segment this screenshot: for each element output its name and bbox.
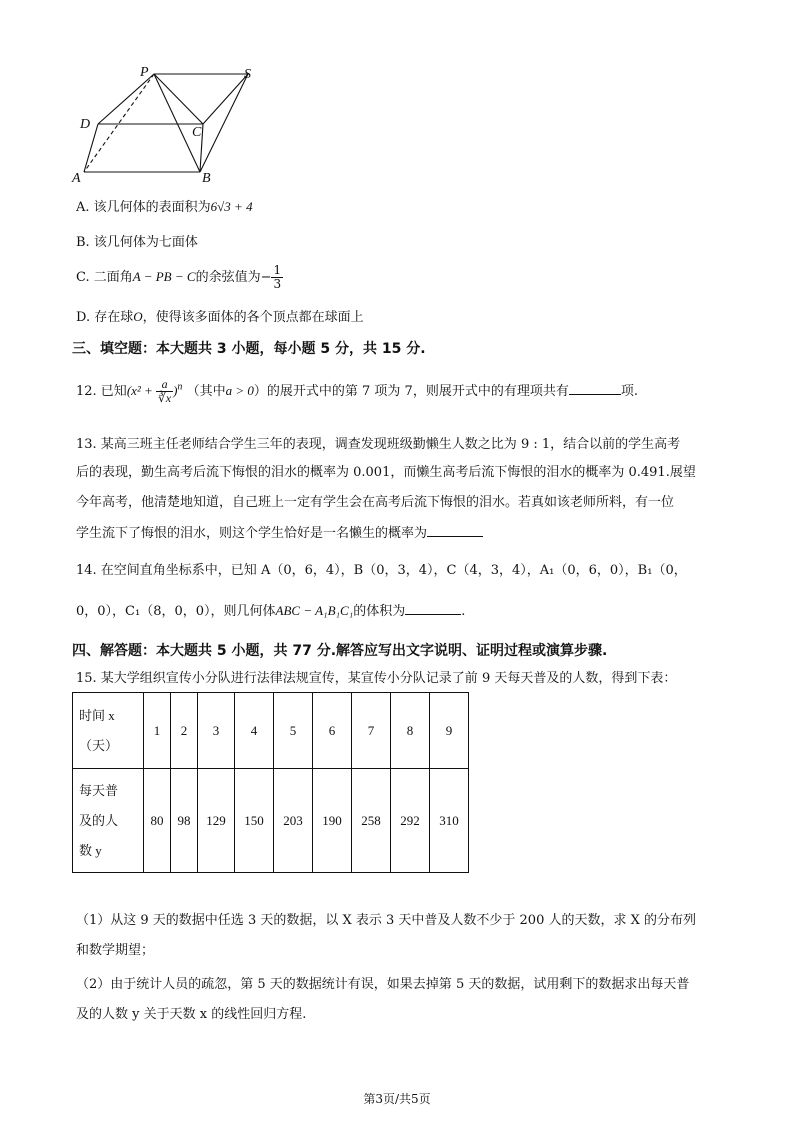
edge-pb	[154, 74, 200, 172]
q12-exponent: n	[177, 381, 183, 393]
table-row	[73, 769, 469, 873]
edge-pa-hidden	[84, 74, 154, 172]
option-d	[76, 308, 364, 327]
q12-cond-close: ）	[253, 384, 267, 399]
q12-condition: a > 0	[225, 383, 254, 398]
day-cell: 7	[352, 693, 391, 769]
question-12	[76, 378, 638, 405]
q15-data-table	[72, 692, 469, 873]
count-header-line-1: 每天普	[79, 782, 119, 798]
q15-part-1-line-1: （1）从这 9 天的数据中任选 3 天的数据，以 X 表示 3 天中普及人数不少于 200 人的天数，求 X 的分布列	[76, 913, 696, 928]
label-b: B	[202, 171, 211, 186]
q12-cond-open: （其中	[186, 384, 226, 399]
q12-number: 12. 已知	[76, 384, 127, 399]
option-c	[76, 264, 283, 291]
label-a: A	[72, 171, 81, 186]
count-header-line-2: 及的人	[79, 812, 119, 828]
count-cell: 190	[313, 769, 352, 873]
count-cell: 292	[391, 769, 430, 873]
option-c-prefix: C. 二面角	[76, 270, 133, 285]
label-s: S	[244, 67, 251, 82]
polyhedron-figure	[60, 60, 280, 190]
option-c-num: 1	[273, 263, 282, 277]
day-cell: 4	[235, 693, 274, 769]
q15-part-2-line-2: 及的人数 y 关于天数 x 的线性回归方程.	[76, 1007, 307, 1022]
option-c-fraction	[271, 264, 283, 291]
q12-fraction	[156, 378, 173, 405]
edge-sb	[200, 74, 248, 172]
option-d-prefix: D. 存在球	[76, 310, 134, 325]
count-header-line-3: 数 y	[79, 842, 102, 858]
q14-line-2-pre: 0，0），C₁（8，0，0），则几何体	[76, 604, 276, 619]
label-c: C	[192, 125, 202, 140]
q13-line-4	[76, 524, 483, 543]
label-d: D	[80, 117, 91, 132]
q12-expr-open: (x² +	[126, 383, 157, 398]
label-p: P	[140, 65, 149, 80]
count-cell: 310	[430, 769, 469, 873]
count-cell: 80	[144, 769, 171, 873]
q13-line-3: 今年高考，他清楚地知道，自己班上一定有学生会在高考后流下悔恨的泪水。若真如该老师所料，有一位	[76, 495, 675, 510]
count-cell: 150	[235, 769, 274, 873]
option-d-suffix: ，使得该多面体的各个顶点都在球面上	[142, 310, 364, 325]
q12-end: 项.	[620, 384, 638, 399]
day-cell: 8	[391, 693, 430, 769]
count-cell: 203	[274, 769, 313, 873]
page-footer: 第3页/共5页	[363, 1092, 431, 1106]
q15-intro: 15. 某大学组织宣传小分队进行法律法规宣传，某宣传小分队记录了前 9 天每天普及的人数，得到下表：	[76, 671, 677, 686]
option-c-den: 3	[273, 277, 282, 291]
q13-answer-blank[interactable]	[427, 524, 483, 537]
edge-pd	[98, 74, 154, 124]
q12-num: a	[156, 378, 173, 392]
day-cell: 5	[274, 693, 313, 769]
day-cell: 1	[144, 693, 171, 769]
q12-expr-close: )	[173, 383, 178, 398]
section-3-heading: 三、填空题：本大题共 3 小题，每小题 5 分，共 15 分.	[72, 341, 426, 357]
option-c-sign: −	[260, 270, 272, 285]
time-header-line-2: （天）	[79, 737, 119, 753]
day-cell: 2	[171, 693, 198, 769]
q13-line-2: 后的表现，勤生高考后流下悔恨的泪水的概率为 0.001，而懒生高考后流下悔恨的泪水的概率为 0.491.展望	[76, 465, 696, 480]
q14-answer-blank[interactable]	[405, 602, 461, 615]
section-4-heading: 四、解答题：本大题共 5 小题，共 77 分.解答应写出文字说明、证明过程或演算步骤.	[72, 643, 608, 659]
option-a-formula: 6√3 + 4	[210, 199, 253, 214]
count-cell: 258	[352, 769, 391, 873]
option-c-formula: A − PB − C	[132, 269, 196, 284]
q14-solid-name: ABC − A₁B₁C₁	[275, 603, 354, 618]
q14-line-2-end: .	[461, 604, 466, 619]
day-cell: 3	[198, 693, 235, 769]
table-header-time	[73, 693, 144, 769]
q12-text: 的展开式中的第 7 项为 7，则展开式中的有理项共有	[266, 384, 569, 399]
q14-line-2-post: 的体积为	[353, 604, 406, 619]
q13-line-1: 13. 某高三班主任老师结合学生三年的表现，调查发现班级勤懒生人数之比为 9 : 1，结合以前的学生高考	[76, 437, 681, 452]
q14-line-1: 14. 在空间直角坐标系中，已知 A（0，6，4），B（0，3，4），C（4，3，4），A₁（0，6，0），B₁（0，	[76, 563, 687, 578]
q13-line-4-text: 学生流下了悔恨的泪水，则这个学生恰好是一名懒生的概率为	[76, 526, 428, 541]
q15-part-1-line-2: 和数学期望；	[76, 943, 155, 958]
day-cell: 6	[313, 693, 352, 769]
time-header-line-1: 时间 x	[79, 707, 115, 723]
option-d-var: O	[133, 309, 143, 324]
q15-part-2-line-1: （2）由于统计人员的疏忽，第 5 天的数据统计有误，如果去掉第 5 天的数据，试用剩下的数据求出每天普	[76, 977, 690, 992]
q12-answer-blank[interactable]	[569, 382, 621, 395]
count-cell: 129	[198, 769, 235, 873]
edge-sc	[203, 74, 248, 124]
table-row	[73, 693, 469, 769]
option-b: B. 该几何体为七面体	[76, 235, 198, 250]
option-a	[76, 198, 253, 217]
option-c-middle: 的余弦值为	[195, 270, 261, 285]
q12-den: ∛x	[158, 391, 172, 405]
day-cell: 9	[430, 693, 469, 769]
q14-line-2	[76, 602, 465, 621]
count-cell: 98	[171, 769, 198, 873]
edge-pc	[154, 74, 203, 124]
option-a-text: A. 该几何体的表面积为	[76, 200, 211, 215]
table-header-count	[73, 769, 144, 873]
